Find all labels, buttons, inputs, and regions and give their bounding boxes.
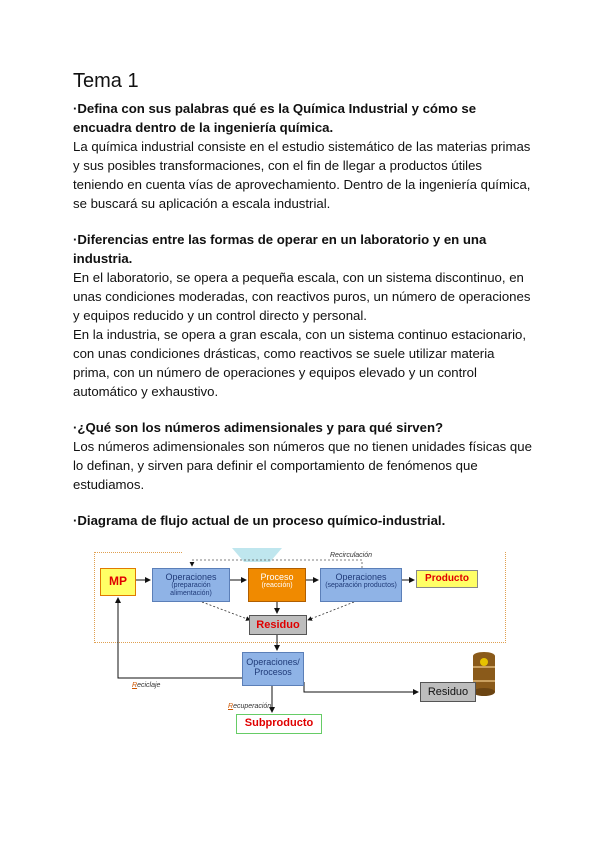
recycle-arrow [118,598,242,678]
recovery-label-initial: R [228,703,234,710]
operations-processes-box: Operaciones/ Procesos [242,652,304,686]
op2-sub: (separación productos) [325,582,397,589]
proc-label: Proceso [260,572,294,582]
question-3: ·¿Qué son los números adimensionales y para qué sirven? [73,420,444,435]
recovery-label [228,703,271,710]
process-box [248,568,306,602]
op1-sub: (preparación alimentación) [170,582,212,597]
answer-2a: En el laboratorio, se opera a pequeña escala, con un sistema discontinuo, en unas condiciones moderadas, con reactivos puros, un número de operaciones y equipos reducido y un control directo y personal. [73,270,531,323]
product-box: Producto [416,570,478,588]
answer-3: Los números adimensionales son números que no tienen unidades físicas que lo definan, y sirven para definir el comportamiento de fenómenos que estudiamos. [73,439,532,492]
residue-2-box: Residuo [420,682,476,702]
page-title: Tema 1 [73,70,139,92]
document-body [73,70,533,530]
residue-box: Residuo [249,615,307,635]
recycle-label-rest: eciclaje [137,682,161,689]
operations-1-box [152,568,230,602]
arrow-opproc-res2 [304,682,418,692]
byproduct-box: Subproducto [236,714,322,734]
recirc-arrow [192,560,362,568]
arrow-op1-res [202,602,250,620]
recycle-label [132,682,160,689]
op2-label: Operaciones [335,572,387,582]
recovery-label-rest: ecuperación [233,703,272,710]
op1-label: Operaciones [165,572,217,582]
answer-2b: En la industria, se opera a gran escala, con un sistema continuo estacionario, con unas condiciones drásticas, como reactivos se suele utilizar materia prima, con un número de operaciones y equipos elevado y un control automático y exhaustivo. [73,327,527,399]
recycle-label-initial: R [132,682,138,689]
arrow-op2-res [308,602,354,620]
flow-diagram [92,548,512,738]
proc-sub: (reacción) [261,582,293,589]
answer-1: La química industrial consiste en el estudio sistemático de las materias primas y sus posibles transformaciones, con el fin de llegar a productos útiles teniendo en cuenta vías de aprovechamiento. Dentro de la ingeniería química, se buscará su aplicación a escala industrial. [73,139,531,211]
question-2: ·Diferencias entre las formas de operar en un laboratorio y en una industria. [73,232,487,266]
recirc-label: Recirculación [330,552,373,559]
operations-2-box [320,568,402,602]
question-4: ·Diagrama de flujo actual de un proceso químico-industrial. [73,513,446,528]
barrel-icon [473,652,495,696]
raw-material-box: MP [100,568,136,596]
question-1: ·Defina con sus palabras qué es la Química Industrial y cómo se encuadra dentro de la ingeniería química. [73,101,477,135]
